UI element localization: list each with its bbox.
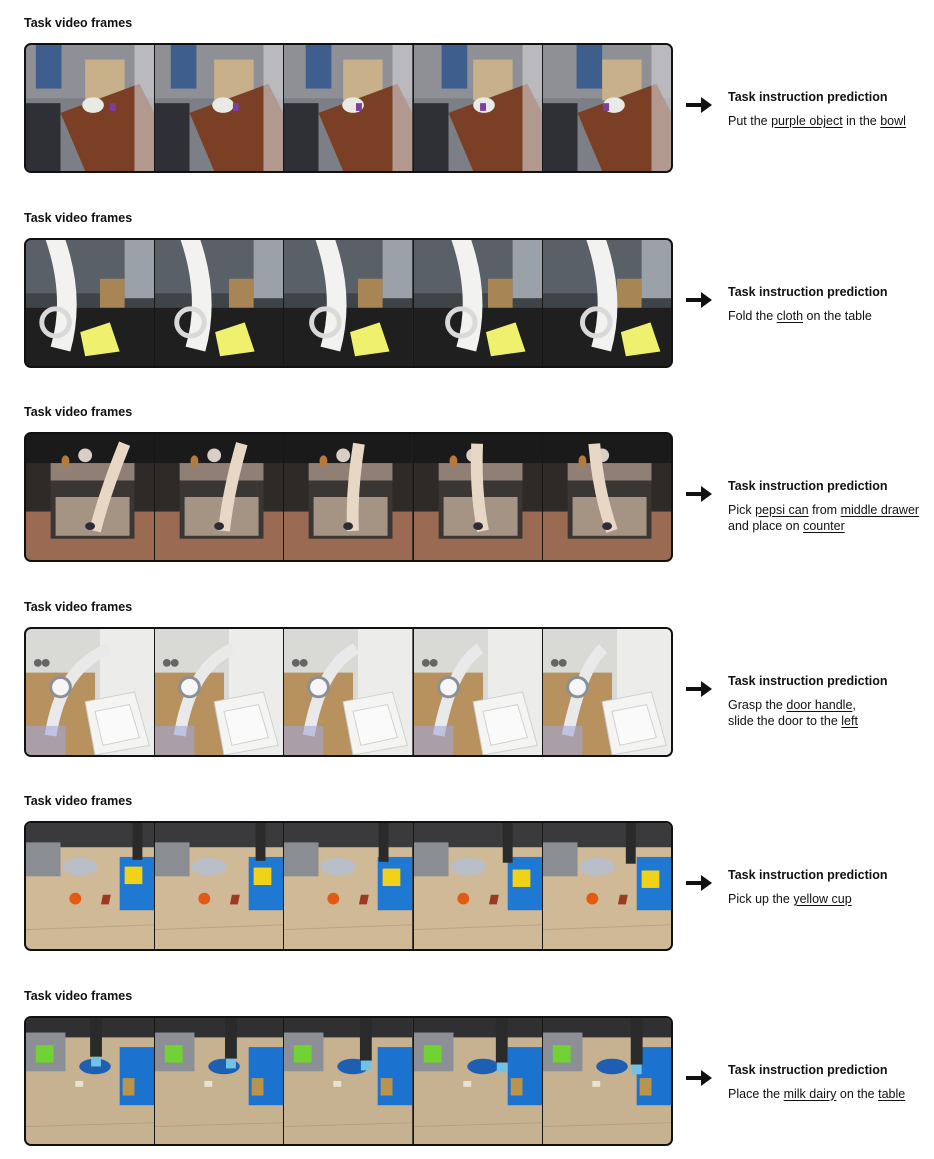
highlighted-phrase: door handle <box>786 697 853 712</box>
highlighted-phrase: counter <box>803 519 845 533</box>
highlighted-phrase: milk dairy <box>783 1086 837 1101</box>
video-frame <box>155 629 284 755</box>
highlighted-phrase: purple object <box>771 114 843 128</box>
video-frame <box>155 434 284 560</box>
video-frame <box>543 240 671 366</box>
video-frame <box>414 434 543 560</box>
prediction-line <box>728 518 919 534</box>
prediction-title: Task instruction prediction <box>728 90 888 104</box>
video-frame <box>543 434 671 560</box>
video-frame <box>155 1018 284 1144</box>
prediction-line <box>728 713 858 729</box>
highlighted-phrase: yellow cup <box>793 892 852 906</box>
video-frame <box>155 45 284 171</box>
video-frame <box>414 1018 543 1144</box>
video-frame <box>284 629 413 755</box>
video-frame <box>284 240 413 366</box>
task-row <box>0 389 934 583</box>
task-row <box>0 0 934 194</box>
prediction-line <box>728 113 906 129</box>
row-title: Task video frames <box>24 794 133 808</box>
prediction-text <box>728 502 919 534</box>
video-frame-strip <box>24 627 673 757</box>
video-frame <box>26 45 155 171</box>
video-frame-strip <box>24 43 673 173</box>
video-frame <box>543 1018 671 1144</box>
prediction-line <box>728 697 858 713</box>
arrow-right-icon <box>686 486 712 502</box>
text-segment: , <box>852 697 856 712</box>
text-segment: slide the door to the <box>728 713 842 728</box>
video-frame-strip <box>24 432 673 562</box>
text-segment: Put the <box>728 114 772 128</box>
text-segment: Pick up the <box>728 892 794 906</box>
prediction-text <box>728 308 872 324</box>
prediction-line <box>728 1086 905 1102</box>
prediction-line <box>728 502 919 518</box>
row-title: Task video frames <box>24 405 133 419</box>
row-title: Task video frames <box>24 210 133 225</box>
video-frame <box>26 823 155 949</box>
arrow-right-icon <box>686 97 712 113</box>
prediction-line <box>728 308 872 324</box>
prediction-title: Task instruction prediction <box>728 1062 888 1077</box>
prediction-text <box>728 891 852 907</box>
highlighted-phrase: cloth <box>776 308 804 323</box>
prediction-title: Task instruction prediction <box>728 868 888 882</box>
video-frame <box>543 629 671 755</box>
arrow-right-icon <box>686 292 712 308</box>
task-row <box>0 778 934 972</box>
video-frame <box>26 240 155 366</box>
prediction-title: Task instruction prediction <box>728 479 888 493</box>
arrow-right-icon <box>686 1070 712 1086</box>
video-frame <box>414 45 543 171</box>
video-frame <box>155 823 284 949</box>
video-frame <box>26 434 155 560</box>
video-frame <box>543 823 671 949</box>
text-segment: in the <box>842 114 881 128</box>
text-segment: Pick <box>728 503 756 517</box>
video-frame-strip <box>24 1016 673 1146</box>
prediction-text <box>728 1086 905 1102</box>
video-frame <box>414 240 543 366</box>
video-frame <box>284 1018 413 1144</box>
row-title: Task video frames <box>24 988 133 1003</box>
task-row <box>0 973 934 1159</box>
highlighted-phrase: middle drawer <box>840 503 920 517</box>
video-frame <box>414 823 543 949</box>
highlighted-phrase: bowl <box>880 114 906 128</box>
video-frame <box>26 1018 155 1144</box>
arrow-right-icon <box>686 875 712 891</box>
task-row <box>0 584 934 778</box>
text-segment: Place the <box>728 1086 784 1101</box>
video-frame-strip <box>24 238 673 368</box>
video-frame <box>284 434 413 560</box>
task-row <box>0 195 934 389</box>
arrow-right-icon <box>686 681 712 697</box>
video-frame <box>155 240 284 366</box>
prediction-title: Task instruction prediction <box>728 673 888 688</box>
highlighted-phrase: left <box>841 713 858 728</box>
prediction-text <box>728 113 906 129</box>
video-frame <box>26 629 155 755</box>
video-frame-strip <box>24 821 673 951</box>
text-segment: from <box>808 503 841 517</box>
prediction-title: Task instruction prediction <box>728 284 888 299</box>
text-segment: Grasp the <box>728 697 787 712</box>
text-segment: on the table <box>803 308 872 323</box>
text-segment: and place on <box>728 519 804 533</box>
prediction-text <box>728 697 858 729</box>
row-title: Task video frames <box>24 16 133 30</box>
video-frame <box>284 823 413 949</box>
text-segment: Fold the <box>728 308 777 323</box>
prediction-line <box>728 891 852 907</box>
text-segment: on the <box>836 1086 879 1101</box>
highlighted-phrase: table <box>878 1086 906 1101</box>
video-frame <box>284 45 413 171</box>
highlighted-phrase: pepsi can <box>755 503 809 517</box>
video-frame <box>543 45 671 171</box>
row-title: Task video frames <box>24 599 133 614</box>
video-frame <box>414 629 543 755</box>
